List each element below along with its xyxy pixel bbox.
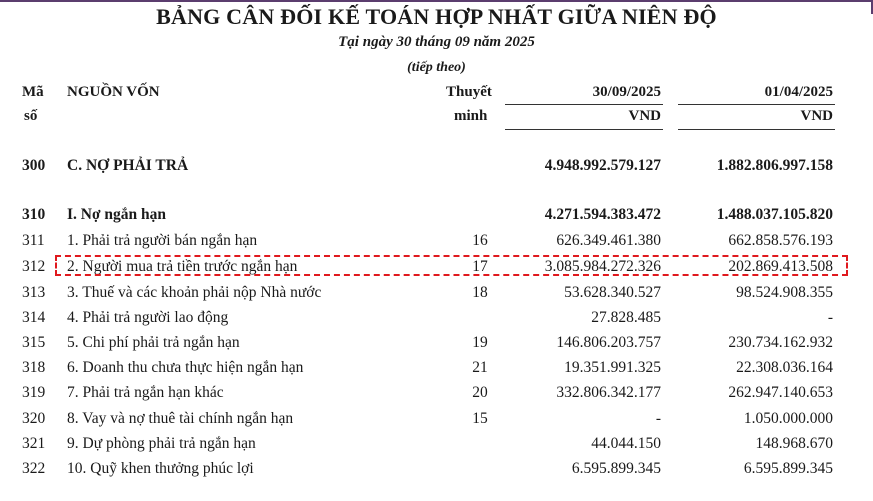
header-rule-2 [678, 104, 835, 105]
header-code: Mã [22, 84, 44, 100]
row-item: 9. Dự phòng phải trả ngắn hạn [67, 435, 256, 452]
row-code: 318 [22, 359, 46, 376]
row-value-current: - [655, 410, 661, 427]
row-code: 314 [22, 309, 46, 326]
table-row [0, 408, 873, 430]
row-code: 321 [22, 435, 46, 452]
header-date-1: 30/09/2025 [592, 84, 661, 100]
row-item: 8. Vay và nợ thuê tài chính ngắn hạn [67, 410, 294, 427]
top-border [0, 0, 873, 2]
row-value-current: 44.044.150 [591, 435, 661, 452]
row-item: 2. Người mua trả tiền trước ngắn hạn [67, 258, 298, 275]
row-item: 7. Phải trả ngắn hạn khác [67, 384, 224, 401]
row-value-prior: 1.050.000.000 [743, 410, 833, 427]
row-value-prior: 202.869.413.508 [728, 258, 833, 275]
table-row [0, 382, 873, 404]
table-row [0, 307, 873, 329]
table-row [0, 433, 873, 455]
row-value-current: 27.828.485 [591, 309, 661, 326]
row-value-prior: 230.734.162.932 [728, 334, 833, 351]
row-code: 319 [22, 384, 46, 401]
row-value-prior: 22.308.036.164 [736, 359, 833, 376]
table-row [0, 357, 873, 379]
header-date-2: 01/04/2025 [764, 84, 833, 100]
row-item: 3. Thuế và các khoản phải nộp Nhà nước [67, 284, 322, 301]
row-item: 4. Phải trả người lao động [67, 309, 229, 326]
header-unit-2: VND [800, 108, 833, 124]
unit-rule-1 [505, 129, 663, 130]
unit-rule-2 [678, 129, 835, 130]
row-value-prior: 662.858.576.193 [728, 232, 833, 249]
row-code: 313 [22, 284, 46, 301]
table-row [0, 282, 873, 304]
header-code-2: số [24, 108, 38, 124]
continued-label: (tiếp theo) [407, 60, 466, 75]
row-code: 300 [22, 157, 46, 174]
table-row [0, 458, 873, 480]
header-note: Thuyết [446, 84, 492, 100]
row-code: 315 [22, 334, 46, 351]
row-value-current: 4.948.992.579.127 [544, 157, 661, 174]
row-value-prior: 148.968.670 [755, 435, 833, 452]
row-value-prior: - [827, 309, 833, 326]
row-value-current: 53.628.340.527 [564, 284, 661, 301]
report-date: Tại ngày 30 tháng 09 năm 2025 [338, 34, 535, 50]
row-code: 311 [22, 232, 45, 249]
header-rule-1 [505, 104, 663, 105]
row-note: 15 [472, 410, 488, 427]
header-item: NGUỒN VỐN [67, 84, 160, 100]
report-title: BẢNG CÂN ĐỐI KẾ TOÁN HỢP NHẤT GIỮA NIÊN ĐỘ [156, 4, 717, 29]
row-code: 312 [22, 258, 46, 275]
row-code: 322 [22, 460, 46, 477]
row-code: 310 [22, 206, 46, 223]
header-note-2: minh [454, 108, 488, 124]
row-note: 16 [472, 232, 488, 249]
row-note: 19 [472, 334, 488, 351]
row-value-current: 4.271.594.383.472 [544, 206, 661, 223]
row-value-prior: 1.882.806.997.158 [716, 157, 833, 174]
row-item: C. NỢ PHẢI TRẢ [67, 157, 189, 174]
table-row [0, 230, 873, 252]
table-row [0, 204, 873, 226]
row-value-current: 146.806.203.757 [556, 334, 661, 351]
row-item: I. Nợ ngắn hạn [67, 206, 167, 223]
header-unit-1: VND [628, 108, 661, 124]
row-value-current: 626.349.461.380 [556, 232, 661, 249]
row-note: 18 [472, 284, 488, 301]
row-value-current: 3.085.984.272.326 [544, 258, 661, 275]
table-row [0, 155, 873, 177]
row-note: 21 [472, 359, 488, 376]
row-item: 6. Doanh thu chưa thực hiện ngắn hạn [67, 359, 304, 376]
row-value-prior: 1.488.037.105.820 [716, 206, 833, 223]
table-row-highlighted [0, 256, 873, 278]
row-value-prior: 262.947.140.653 [728, 384, 833, 401]
row-value-prior: 6.595.899.345 [743, 460, 833, 477]
row-value-prior: 98.524.908.355 [736, 284, 833, 301]
row-value-current: 19.351.991.325 [564, 359, 661, 376]
row-item: 1. Phải trả người bán ngắn hạn [67, 232, 258, 249]
row-value-current: 332.806.342.177 [556, 384, 661, 401]
table-row [0, 332, 873, 354]
row-note: 17 [472, 258, 488, 275]
row-item: 5. Chi phí phải trả ngắn hạn [67, 334, 240, 351]
row-note: 20 [472, 384, 488, 401]
row-code: 320 [22, 410, 46, 427]
row-item: 10. Quỹ khen thưởng phúc lợi [67, 460, 254, 477]
row-value-current: 6.595.899.345 [571, 460, 661, 477]
